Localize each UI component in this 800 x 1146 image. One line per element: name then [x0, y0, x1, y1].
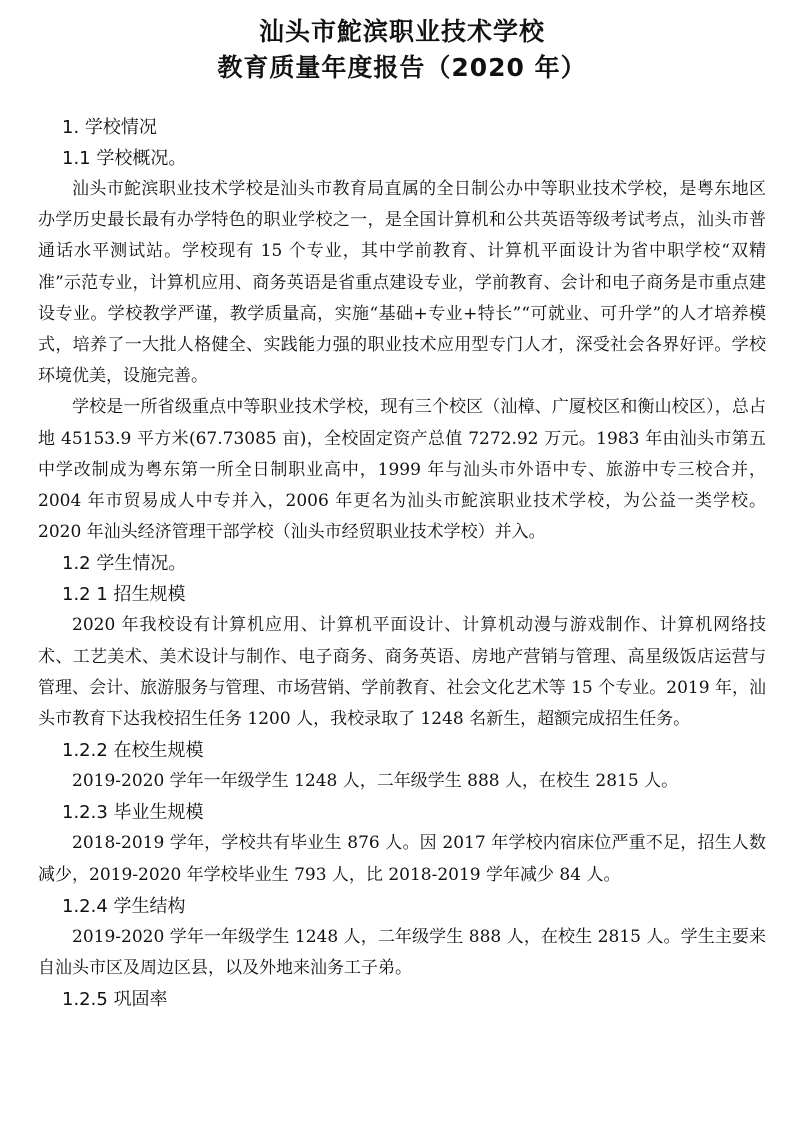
section-heading-retention-rate: 1.2.5 巩固率 [62, 989, 168, 1011]
paragraph-overview-1: 汕头市鮀滨职业技术学校是汕头市教育局直属的全日制公办中等职业技术学校，是粤东地区办学历史最长最有办学特色的职业学校之一，是全国计算机和公共英语等级考试考点，汕头市普通话水平测试站。学校现有 15 个专业，其中学前教育、计算机平面设计为省中职学校“双精准”示范专业，计算机应用、商务英语是省重点建设专业，学前教育、会计和电子商务是市重点建设专业。学校教学严谨，教学质量高，实施“基础+专业+特长”“可就业、可升学”的人才培养模式，培养了一大批人格健全、实践能力强的职业技术应用型专门人才，深受社会各界好评。学校环境优美，设施完善。 [38, 179, 766, 387]
document-title-line2: 教育质量年度报告（2020 年） [217, 53, 587, 82]
paragraph-overview-2: 学校是一所省级重点中等职业技术学校，现有三个校区（汕樟、广厦校区和衡山校区），总占地 45153.9 平方米(67.73085 亩)，全校固定资产总值 7272.92 万元。1983 年由汕头市第五中学改制成为粤东第一所全日制职业高中，1999 年与汕头市外语中专、旅游中专三校合并，2004 年市贸易成人中专并入，2006 年更名为汕头市鮀滨职业技术学校，为公益一类学校。2020 年汕头经济管理干部学校（汕头市经贸职业技术学校）并入。 [38, 397, 766, 543]
section-heading-overview: 1.1 学校概况。 [62, 148, 187, 169]
document-title-line1: 汕头市鮀滨职业技术学校 [258, 17, 545, 46]
section-heading-school: 1. 学校情况 [62, 117, 157, 138]
section-heading-students: 1.2 学生情况。 [62, 553, 187, 575]
paragraph-enrollment: 2020 年我校设有计算机应用、计算机平面设计、计算机动漫与游戏制作、计算机网络技术、工艺美术、美术设计与制作、电子商务、商务英语、房地产营销与管理、高星级饭店运营与管理、会计、旅游服务与管理、市场营销、学前教育、社会文化艺术等 15 个专业。2019 年，汕头市教育下达我校招生任务 1200 人，我校录取了 1248 名新生，超额完成招生任务。 [38, 615, 766, 730]
paragraph-graduate-scale: 2018-2019 学年，学校共有毕业生 876 人。因 2017 年学校内宿床位严重不足，招生人数减少，2019-2020 年学校毕业生 793 人，比 2018-2019 学年减少 84 人。 [38, 833, 766, 885]
section-heading-student-structure: 1.2.4 学生结构 [62, 895, 186, 917]
section-heading-enrollment-scale: 1.2 1 招生规模 [62, 584, 186, 606]
paragraph-student-scale: 2019-2020 学年一年级学生 1248 人，二年级学生 888 人，在校生 2815 人。 [72, 771, 679, 792]
section-heading-student-scale: 1.2.2 在校生规模 [62, 740, 204, 762]
document-page [0, 14, 800, 1146]
section-heading-graduate-scale: 1.2.3 毕业生规模 [62, 802, 204, 824]
paragraph-student-structure: 2019-2020 学年一年级学生 1248 人，二年级学生 888 人，在校生 2815 人。学生主要来自汕头市区及周边区县，以及外地来汕务工子弟。 [38, 926, 766, 979]
